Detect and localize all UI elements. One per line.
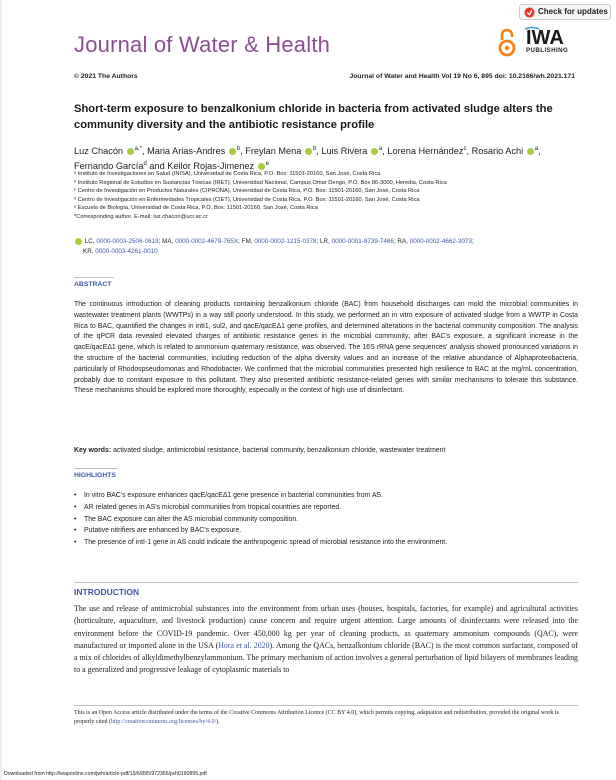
- author-affiliation: b: [236, 146, 241, 152]
- author-affiliation: a: [378, 146, 383, 152]
- affiliation-list: [74, 170, 584, 222]
- author-name: Luz Chacón: [74, 146, 124, 157]
- affiliation-item: ᵉ Escuela de Biología, Universidad de Costa Rica, P.O. Box: 11501-20160, San José, Costa Rica: [74, 205, 318, 212]
- orcid-author-label: ; RA,: [393, 238, 408, 245]
- license-text: ).: [216, 719, 220, 726]
- crossmark-icon: [524, 7, 535, 18]
- author-conjunction: and: [149, 161, 165, 172]
- author-affiliation: b: [312, 146, 317, 152]
- orcid-link[interactable]: 0000-0003-4261-0010: [95, 248, 158, 255]
- iwa-wave-icon: [524, 26, 576, 46]
- orcid-author-label: ;: [472, 238, 474, 245]
- highlight-item: • The BAC exposure can alter the AS microbial community composition.: [74, 514, 578, 526]
- check-for-updates-label: Check for updates: [538, 7, 608, 16]
- affiliation-item: ᶜ Centro de Investigación en Productos Naturales (CIPRONA), Universidad de Costa Rica, P.O. Box: 11501-20160, San José, Costa Rica: [74, 188, 420, 195]
- orcid-author-label: ; FM,: [238, 238, 253, 245]
- orcid-icon[interactable]: [371, 148, 378, 155]
- publisher-subtitle: PUBLISHING: [526, 47, 569, 54]
- orcid-link[interactable]: 0000-0001-8739-7466: [331, 238, 394, 245]
- author-list: Luz Chacón $^{a,*}$, Maria Arias-Andres $^b$, Freylan Mena $^b$, Luis Rivera $^a$, Lorena Hernández$^c$, Rosario Achi $^a$, Fernando García$^d$ and Keilor Rojas-Jimenez $^e$: [74, 146, 541, 172]
- orcid-author-label: KR,: [83, 248, 94, 255]
- highlights-list: [74, 490, 578, 549]
- affiliation-item: ᵇ Instituto Regional de Estudios en Sustancias Tóxicas (IRET), Universidad Nacional, Campus Omar Dengo, P.O. Box 86-3000, Heredia, Costa Rica: [74, 179, 447, 186]
- citation-line: Journal of Water and Health Vol 19 No 6, 895 doi: 10.2166/wh.2021.171: [349, 73, 575, 80]
- highlight-item: • Putative nitrifiers are enhanced by BAC's exposure.: [74, 525, 578, 537]
- license-text: This is an Open Access article distributed under the terms of the Creative Commons Attribution Licence (CC BY 4.0), which permits copying, adaptation and redistribution, provided the original work is properly cited (: [74, 710, 559, 726]
- introduction-heading: INTRODUCTION: [74, 587, 140, 597]
- author-name: Keilor Rojas-Jimenez: [167, 161, 255, 172]
- footer-divider: [74, 705, 578, 706]
- author-affiliation: d: [143, 161, 147, 168]
- section-divider: [74, 468, 118, 469]
- author-affiliation: a: [534, 146, 539, 152]
- orcid-icon: [75, 238, 82, 245]
- article-title: Short-term exposure to benzalkonium chloride in bacteria from activated sludge alters the community diversity and the antibiotic resistance profile: [74, 103, 553, 131]
- highlights-heading: HIGHLIGHTS: [74, 472, 116, 479]
- license-link[interactable]: http://creativecommons.org/licenses/by/4.0/: [110, 719, 217, 726]
- author-name: Freylan Mena: [245, 146, 302, 157]
- page-edge: [0, 0, 2, 780]
- citation-link[interactable]: Hora et al. 2020: [218, 640, 270, 650]
- orcid-author-label: LC,: [84, 238, 95, 245]
- affiliation-item: ᵃ Instituto de Investigaciones en Salud (INISA), Universidad de Costa Rica, P.O. Box: 11501-20160, San José, Costa Rica: [74, 171, 381, 177]
- orcid-icon[interactable]: [527, 148, 534, 155]
- orcid-link[interactable]: 0000-0002-1215-0378: [254, 238, 317, 245]
- orcid-author-label: ; MA,: [158, 238, 174, 245]
- license-notice: [74, 709, 578, 728]
- abstract-heading: ABSTRACT: [74, 281, 112, 288]
- section-divider: [74, 582, 578, 583]
- author-affiliation: c: [463, 146, 467, 152]
- download-source: Downloaded from http://iwaponline.com/jwh/article-pdf/19/6/895/972366/jwh0190895.pdf: [4, 771, 207, 777]
- author-name: Rosario Achi: [471, 146, 524, 157]
- keywords-label: Key words:: [74, 447, 112, 454]
- introduction-text: ). Among the QACs, benzalkonium chloride (BAC) is the most common surfactant, composed of a mix of chlorides of alkyldimethylbenzylammonium. The primary mechanism of action involves a general perturbation of lipid bilayers of membranes leading to a generalized and progressive leakage of cytoplasmic materials to: [74, 640, 578, 675]
- open-access-icon: [497, 28, 517, 58]
- orcid-link[interactable]: 0000-0002-4662-3073: [409, 238, 473, 245]
- section-divider: [74, 277, 114, 278]
- keywords-list: activated sludge, antimicrobial resistance, bacterial community, benzalkonium chloride, wastewater treatment: [113, 447, 446, 454]
- introduction-text: The use and release of antimicrobial substances into the environment from urban uses (houses, hospitals, factories, for example) and agricultural activities (horticulture, aquaculture, and livestock production) cause concern and require urgent attention. Large amounts of disinfectants were released into the environment before the COVID-19 pandemic. Over 450,000 kg per year of cleaning products, as quaternary ammonium compounds (QAC), were manufactured or imported alone in the USA (: [74, 604, 578, 650]
- check-for-updates-badge[interactable]: [519, 4, 611, 20]
- author-affiliation: a,*: [134, 146, 142, 152]
- svg-text:IWA: IWA: [526, 27, 564, 46]
- highlight-item: • The presence of intI-1 gene in AS could indicate the anthropogenic spread of microbial resistance into the environment.: [74, 537, 578, 549]
- orcid-icon[interactable]: [229, 148, 236, 155]
- orcid-author-label: ; LR,: [316, 238, 330, 245]
- orcid-link[interactable]: 0000-0002-4678-765X: [175, 238, 239, 245]
- introduction-body: [74, 603, 578, 677]
- author-name: Lorena Hernández: [387, 146, 464, 157]
- copyright-notice: © 2021 The Authors: [74, 73, 138, 80]
- journal-title: Journal of Water & Health: [74, 32, 331, 57]
- author-affiliation: e: [265, 161, 269, 168]
- author-name: Maria Arias-Andres: [147, 146, 226, 157]
- orcid-list: [74, 237, 578, 257]
- orcid-icon[interactable]: [305, 148, 312, 155]
- affiliation-item: ᵈ Centro de Investigación en Enfermedades Tropicales (CIET), Universidad de Costa Rica, P.O. Box: 11501-20160, San José, Costa Rica: [74, 196, 420, 203]
- author-name: Luis Rivera: [321, 146, 368, 157]
- highlight-item: • AR related genes in AS's microbial communities from tropical countries are reported.: [74, 502, 578, 514]
- orcid-icon[interactable]: [127, 148, 134, 155]
- corresponding-author: *Corresponding author. E-mail: luz.chacon@ucr.ac.cr: [74, 213, 208, 220]
- abstract-body: The continuous introduction of cleaning products containing benzalkonium chloride (BAC) from household discharges can mold the microbial communities in wastewater treatment plants (WWTPs) in a way still poorly understood. In this study, we performed an in vitro exposure of activated sludge from a WWTP in Costa Rica to BAC, quantified the changes in intI1, sul2, and qacE/qacEΔ1 gene profiles, and determined alterations in the bacterial community composition. The analysis of the qPCR data revealed elevated charges of antibiotic resistance genes in the microbial community; after BAC's exposure, a significant increase in the qacE/qacEΔ1 gene, which is related to ammonium quaternary resistance, was observed. The 16S rRNA gene sequences' analysis showed pronounced variations in the structure of the bacterial communities, including reduction of the alpha diversity values and an increase of the relative abundance of Alphaproteobacteria, particularly of Rhodospseudomonas and Rhodobacter. We confirmed that the microbial communities presented high resilience to BAC at the mg/mL concentration, probably due to constant exposure to this pollutant. They also presented antibiotic resistance-related genes with similar mechanisms to tolerate this substance. These mechanisms should be explored more thoroughly, especially in the context of high use of disinfectant.: [74, 301, 578, 395]
- orcid-link[interactable]: 0000-0003-2506-0619: [96, 238, 159, 245]
- author-name: Fernando García: [74, 161, 144, 172]
- highlight-item: • In vitro BAC's exposure enhances qacE/qacEΔ1 gene presence in bacterial communities from AS.: [74, 490, 578, 502]
- keywords: [74, 446, 578, 456]
